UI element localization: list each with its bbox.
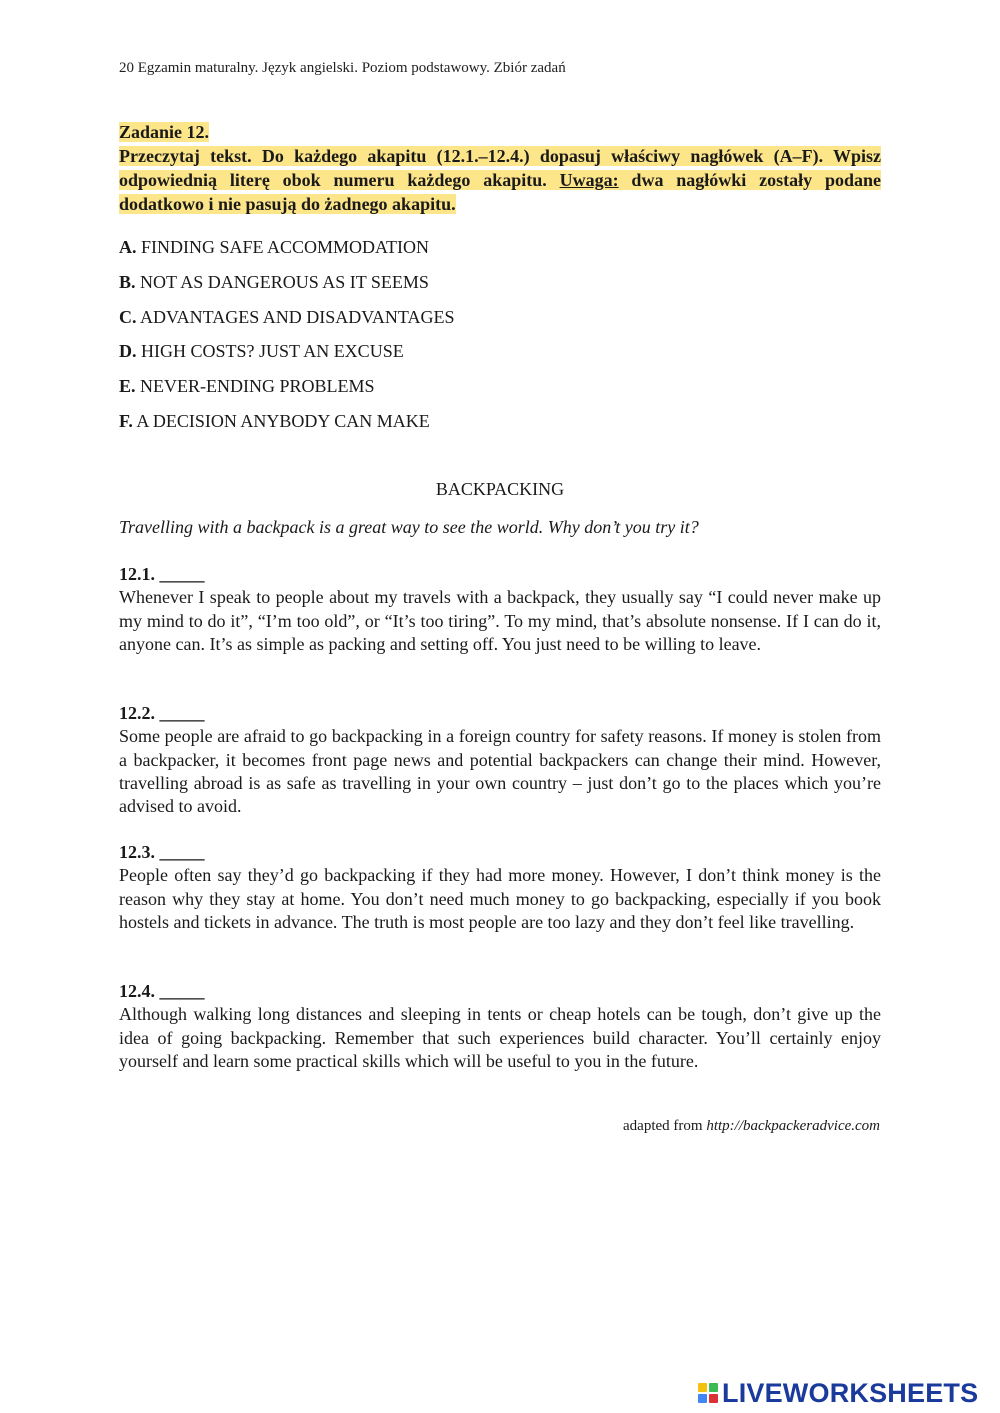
paragraph-number-answer-blank[interactable]: 12.2. _____ [119, 703, 205, 723]
running-head: 20 Egzamin maturalny. Język angielski. Poziom podstawowy. Zbiór zadań [119, 60, 566, 76]
heading-option-c: C. ADVANTAGES AND DISADVANTAGES [119, 306, 455, 327]
paragraph-text: Some people are afraid to go backpacking in a foreign country for safety reasons. If money is stolen from a backpacker, it becomes front page news and potential backpackers can change their mind. However, travelling abroad is as safe as travelling in your own country – just don’t go to the places which you’re advised to avoid. [119, 726, 881, 817]
heading-option-a: A. FINDING SAFE ACCOMMODATION [119, 237, 430, 257]
heading-option-f: F. A DECISION ANYBODY CAN MAKE [119, 410, 430, 431]
watermark-text: LIVEWORKSHEETS [722, 1378, 979, 1408]
heading-option-e: E. NEVER-ENDING PROBLEMS [119, 376, 375, 397]
paragraph-number-answer-blank[interactable]: 12.4. _____ [119, 981, 205, 1001]
paragraph-number-answer-blank[interactable]: 12.1. _____ [119, 564, 205, 584]
task-instruction-text: Przeczytaj tekst. Do każdego akapitu (12.1.–12.4.) dopasuj właściwy nagłówek (A–F). Wpisz odpowiednią literę obok numeru każdego akapitu. Uwaga: dwa nagłówki zostały podane dodatkowo i nie pasują do żadnego akapitu. [119, 146, 881, 214]
liveworksheets-watermark [698, 1378, 978, 1408]
paragraph-12-4 [119, 980, 881, 1073]
source-url: http://backpackeradvice.com [706, 1118, 880, 1134]
paragraph-text: People often say they’d go backpacking if they had more money. However, I don’t think money is the reason why they stay at home. You don’t need much money to go backpacking, especially if you book hostels and tickets in advance. The truth is most people are too lazy and they don’t feel like travelling. [119, 865, 881, 932]
note-label: Uwaga: [559, 170, 619, 190]
task-instructions [119, 120, 881, 216]
liveworksheets-logo-icon [698, 1383, 718, 1403]
article-lead: Travelling with a backpack is a great way to see the world. Why don’t you try it? [119, 517, 699, 537]
paragraph-12-1 [119, 563, 881, 656]
paragraph-12-2 [119, 702, 881, 818]
article-title: BACKPACKING [435, 479, 565, 499]
heading-option-b: B. NOT AS DANGEROUS AS IT SEEMS [119, 271, 429, 292]
heading-options-list [119, 235, 454, 444]
paragraph-number-answer-blank[interactable]: 12.3. _____ [119, 842, 205, 862]
paragraph-12-3 [119, 841, 881, 934]
paragraph-text: Although walking long distances and sleeping in tents or cheap hotels can be tough, don’t give up the idea of going backpacking. Remember that such experiences build character. You’ll certainly enjoy yourself and learn some practical skills which will be useful to you in the future. [119, 1004, 881, 1071]
heading-option-d: D. HIGH COSTS? JUST AN EXCUSE [119, 341, 404, 362]
task-title: Zadanie 12. [119, 122, 210, 142]
paragraph-text: Whenever I speak to people about my travels with a backpack, they usually say “I could never make up my mind to do it”, “I’m too old”, or “It’s too tiring”. To my mind, that’s absolute nonsense. If I can do it, anyone can. It’s as simple as packing and setting off. You just need to be willing to leave. [119, 587, 881, 654]
source-credit: adapted from http://backpackeradvice.com [623, 1118, 880, 1134]
